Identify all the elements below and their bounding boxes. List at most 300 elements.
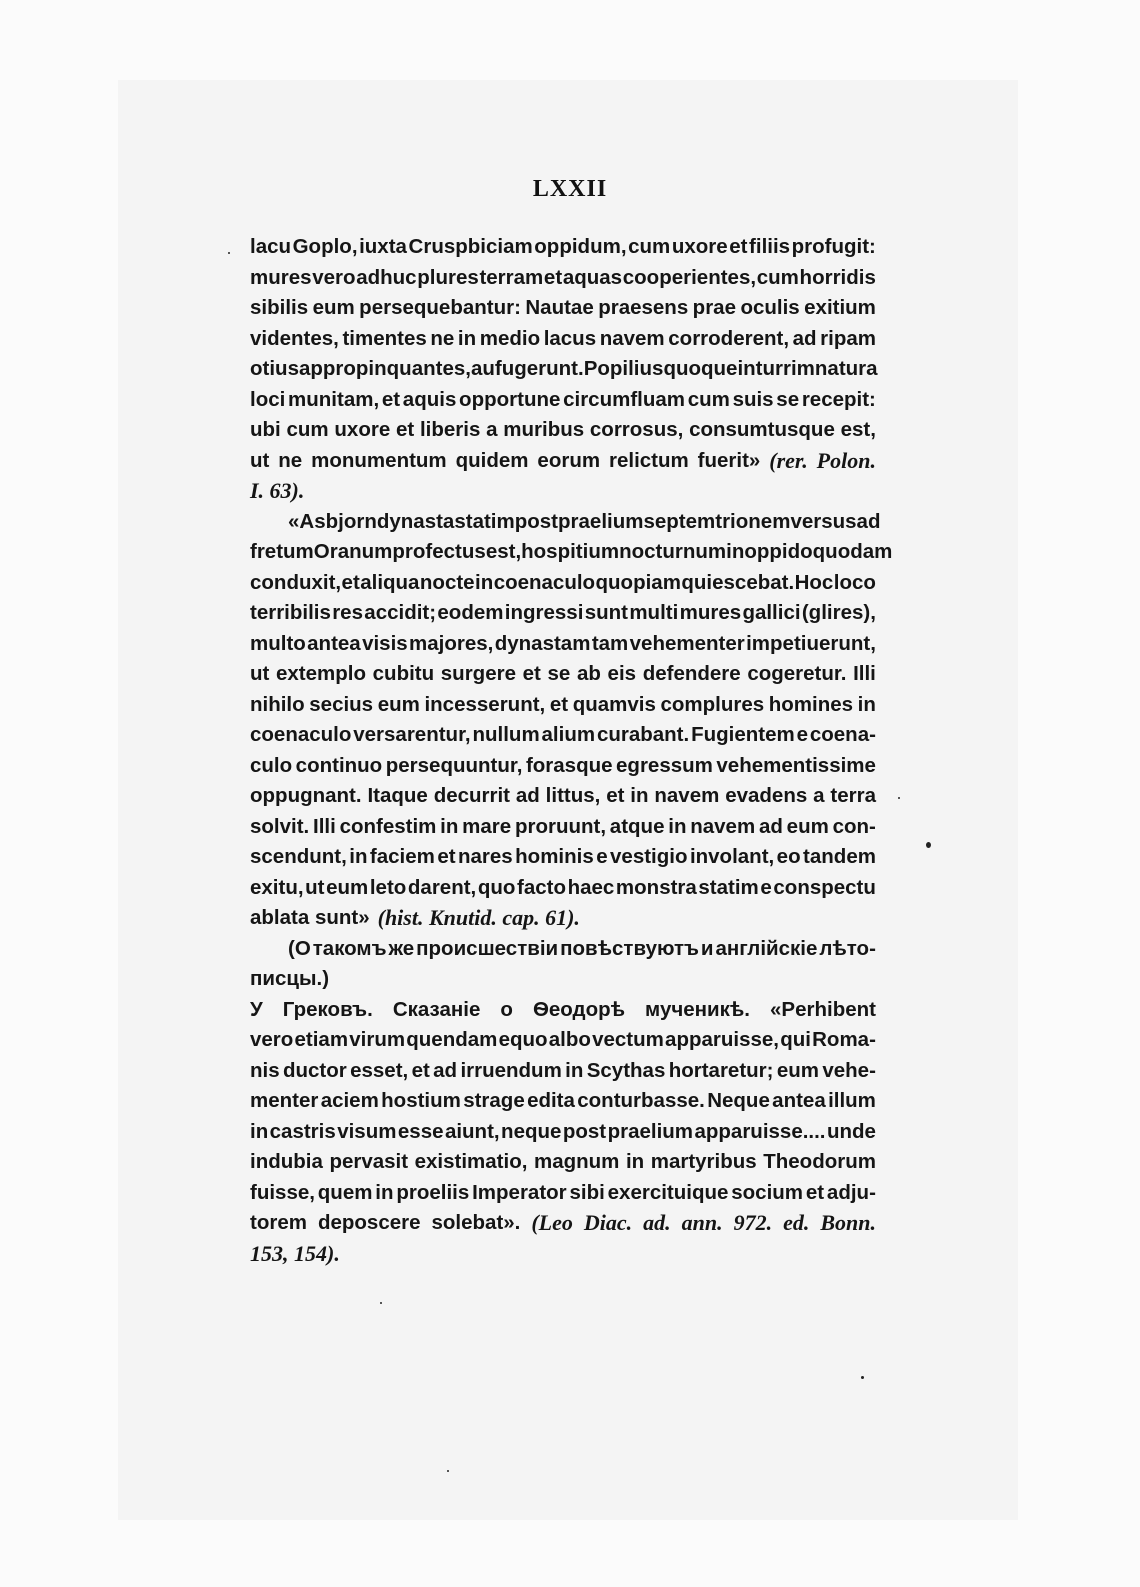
word: cubitu xyxy=(372,662,435,685)
word: surgere xyxy=(440,662,516,685)
word: navem xyxy=(599,326,665,350)
word: Hoc xyxy=(794,570,834,594)
word: liberis xyxy=(419,418,481,441)
word: profectus xyxy=(392,540,486,563)
word: praelium xyxy=(558,509,644,533)
word: quem xyxy=(317,1180,373,1204)
word: illum xyxy=(828,1089,876,1112)
page-number: LXXII xyxy=(532,176,608,202)
word: Popilius xyxy=(583,357,664,380)
word: quendam xyxy=(406,1028,498,1051)
word: ductor xyxy=(282,1058,347,1082)
word: haec xyxy=(567,875,615,899)
word: in xyxy=(349,845,368,868)
word: ne xyxy=(278,448,303,472)
word: vero xyxy=(312,265,356,289)
paragraph-2 xyxy=(250,507,893,934)
word: muribus xyxy=(503,418,585,441)
text-line xyxy=(250,1178,876,1209)
word: equo xyxy=(498,1028,548,1051)
word: vehementissime xyxy=(716,753,876,777)
word: in xyxy=(737,357,756,380)
word: aliqua xyxy=(360,570,420,594)
word: Грековъ. xyxy=(282,997,373,1021)
text-line xyxy=(250,964,876,995)
text-line xyxy=(250,568,876,599)
word: vectum xyxy=(592,1028,664,1051)
word: evadens xyxy=(725,784,808,807)
word: suis xyxy=(732,387,774,411)
word: exitium xyxy=(804,296,876,319)
word: in xyxy=(668,814,687,838)
word: Imperator xyxy=(472,1180,567,1204)
word: virum xyxy=(349,1028,406,1051)
word: conduxit, xyxy=(250,570,342,594)
paragraph-3 xyxy=(250,934,876,995)
sentence-end: ablata sunt» xyxy=(250,906,370,929)
word: est, xyxy=(840,418,876,441)
word: Fugientem xyxy=(691,723,795,746)
word: solvit. xyxy=(250,814,310,838)
word: praelium xyxy=(607,1119,694,1143)
word: otius xyxy=(250,357,299,380)
word: terra xyxy=(830,784,876,807)
word: torem xyxy=(250,1211,307,1234)
word: et xyxy=(805,1180,825,1204)
word: leto xyxy=(369,875,407,899)
word: mare xyxy=(462,814,512,838)
word: qui xyxy=(780,1028,811,1051)
word: vestigio xyxy=(610,845,688,868)
word: menter xyxy=(250,1089,319,1112)
word: adhuc xyxy=(356,265,417,289)
word: tam xyxy=(591,631,629,655)
word: turrim xyxy=(755,357,815,380)
word: praesens xyxy=(598,296,689,319)
word: exitu, xyxy=(250,875,304,899)
word: Neque xyxy=(707,1089,770,1112)
word: ingressi xyxy=(504,601,584,624)
text-line xyxy=(250,324,876,355)
word: multi xyxy=(629,601,679,624)
citation-word: Polon. xyxy=(816,447,876,473)
word: ad xyxy=(792,326,817,350)
word: versarentur, xyxy=(353,723,471,746)
word: coenaculo xyxy=(250,723,352,746)
text-line xyxy=(250,1056,876,1087)
word: pervasit xyxy=(329,1150,409,1173)
word: nocturnum xyxy=(619,540,727,563)
word: exercituique xyxy=(607,1180,729,1204)
word: apparuisse.... xyxy=(694,1119,826,1143)
word: dynasta xyxy=(376,509,455,533)
word: in xyxy=(630,784,649,807)
word: мученикѣ. xyxy=(645,997,750,1021)
word: ad xyxy=(515,784,540,807)
text-line xyxy=(250,1117,876,1148)
text-line xyxy=(250,812,876,843)
word: aiunt, xyxy=(444,1119,500,1143)
word: adju- xyxy=(826,1180,876,1204)
text-line xyxy=(250,1147,876,1178)
word: irruendum xyxy=(460,1058,562,1082)
word: ut xyxy=(250,448,270,472)
text-line xyxy=(250,873,876,904)
text-line xyxy=(250,537,893,568)
word: eorum xyxy=(537,448,601,472)
scan-speck xyxy=(898,797,900,799)
word: decurrit xyxy=(433,784,511,807)
word: corroderent, xyxy=(668,326,790,350)
word: vero xyxy=(250,1028,294,1051)
citation: I. 63). xyxy=(250,478,305,503)
word: ubi xyxy=(250,418,281,441)
word: et xyxy=(522,662,541,685)
word: eo xyxy=(776,845,801,868)
word: culo xyxy=(250,753,293,777)
word: solebat». xyxy=(431,1211,521,1234)
word: extemplo xyxy=(276,662,366,685)
word: accidit; xyxy=(364,601,437,624)
word: oppido xyxy=(744,540,813,563)
word: antea xyxy=(772,1089,826,1112)
word: persequebantur: xyxy=(359,296,521,319)
word: aquas xyxy=(562,265,623,289)
word: martyribus xyxy=(650,1150,757,1173)
word: plures xyxy=(417,265,479,289)
text-line xyxy=(250,720,876,751)
word: lacu xyxy=(250,235,292,258)
word: nullum xyxy=(472,723,540,746)
word: cum xyxy=(628,235,671,258)
word: ad xyxy=(433,1058,458,1082)
word: eum xyxy=(776,1058,819,1082)
citation-word: ann. xyxy=(681,1210,723,1235)
word: Illi xyxy=(313,814,336,838)
word: monumentum xyxy=(311,448,447,472)
citation-word: (Leo xyxy=(531,1210,573,1235)
word: statim xyxy=(454,509,515,533)
word: facto xyxy=(517,875,566,899)
word: aufugerunt. xyxy=(470,357,584,380)
word: videntes, xyxy=(250,326,339,350)
word: Сказаніе xyxy=(392,997,481,1021)
word: ab xyxy=(576,662,601,685)
word: «Asbjorn xyxy=(288,509,377,533)
word: edita xyxy=(527,1089,575,1112)
word: et xyxy=(549,692,569,716)
word: post xyxy=(562,1119,607,1143)
word: cum xyxy=(286,418,329,441)
word: defendere xyxy=(642,662,741,685)
word: iuxta xyxy=(359,235,407,258)
word: septemtrionem xyxy=(643,509,791,533)
word: sibilis xyxy=(250,296,309,319)
word: «Perhibent xyxy=(770,997,876,1021)
word: sibi xyxy=(569,1180,605,1204)
word: hospitium xyxy=(521,540,620,563)
word: involant, xyxy=(689,845,775,868)
word: hortaretur; xyxy=(668,1058,774,1082)
text-line xyxy=(250,629,876,660)
word: in xyxy=(250,1119,269,1143)
word: est, xyxy=(485,540,522,563)
word: indubia xyxy=(250,1150,323,1173)
word: terribilis xyxy=(250,601,331,624)
word: relictum xyxy=(609,448,689,472)
word: a xyxy=(813,784,825,807)
citation-word: Bonn. xyxy=(820,1210,876,1235)
text-line xyxy=(250,1239,876,1270)
word: о xyxy=(500,997,513,1021)
word: Oranum xyxy=(313,540,393,563)
word: se xyxy=(776,387,800,411)
citation-word: ed. xyxy=(783,1210,810,1235)
word: quodam xyxy=(812,540,893,563)
word: munitam, xyxy=(288,387,380,411)
word: lacus xyxy=(543,326,597,350)
word: persequuntur, xyxy=(385,753,523,777)
text-line xyxy=(250,903,876,934)
word: hominis xyxy=(515,845,594,868)
word: egressum xyxy=(616,753,713,777)
text-line xyxy=(250,751,876,782)
word: et xyxy=(437,845,456,868)
word: nihilo xyxy=(250,692,305,716)
word: quoque xyxy=(663,357,738,380)
word: a xyxy=(486,418,498,441)
word: vehementer xyxy=(629,631,745,655)
word: mures xyxy=(679,601,742,624)
word: secius xyxy=(309,692,374,716)
text-line xyxy=(250,446,876,477)
word: coenaculo xyxy=(493,570,596,594)
word: У xyxy=(250,997,263,1021)
word: darent, xyxy=(407,875,477,899)
word: statim xyxy=(698,875,759,899)
word: recepit: xyxy=(801,387,876,411)
word: res xyxy=(332,601,363,624)
word: visis xyxy=(362,631,408,655)
word: eum xyxy=(312,296,355,319)
word: et xyxy=(381,387,401,411)
word: eum xyxy=(786,814,829,838)
word: navem xyxy=(690,814,756,838)
word: mures xyxy=(250,265,312,289)
word: повѣствуютъ xyxy=(560,936,699,960)
word: filiis xyxy=(749,235,791,258)
word: majores, xyxy=(409,631,494,655)
word: gallici xyxy=(742,601,801,624)
text-line xyxy=(250,1086,876,1117)
word: faciem xyxy=(369,845,435,868)
word: ut xyxy=(250,662,270,685)
word: писцы.) xyxy=(250,967,330,990)
word: conturbasse. xyxy=(577,1089,705,1112)
word: Nautae xyxy=(525,296,594,319)
word: curabant. xyxy=(596,723,690,746)
word: alium xyxy=(541,723,596,746)
word: ad xyxy=(758,814,783,838)
text-line xyxy=(250,1208,876,1239)
word: navem xyxy=(654,784,720,807)
word: Cruspbiciam xyxy=(408,235,533,258)
word: medio xyxy=(479,326,541,350)
word: castris xyxy=(269,1119,336,1143)
word: nares xyxy=(458,845,513,868)
word: ne xyxy=(430,326,455,350)
word: eum xyxy=(377,692,420,716)
text-line xyxy=(250,415,876,446)
word: proruunt, xyxy=(514,814,607,838)
word: loco xyxy=(833,570,876,594)
citation-word: Diac. xyxy=(583,1210,633,1235)
word: scendunt, xyxy=(250,845,347,868)
text-line xyxy=(250,354,876,385)
word: nocte xyxy=(419,570,475,594)
word: et xyxy=(411,1058,430,1082)
word: in xyxy=(857,692,876,716)
word: horridis xyxy=(799,265,876,289)
word: лѣто- xyxy=(819,936,876,960)
text-line xyxy=(250,263,876,294)
word: homines xyxy=(768,692,854,716)
text-line xyxy=(250,781,876,812)
citation: 153, 154). xyxy=(250,1240,340,1266)
word: quidem xyxy=(455,448,529,472)
scan-speck xyxy=(228,252,230,254)
citation-word: (rer. xyxy=(769,447,808,473)
text-line xyxy=(250,690,876,721)
word: etiam xyxy=(294,1028,349,1051)
word: et xyxy=(341,570,360,594)
word: aquis xyxy=(402,387,457,411)
word: aciem xyxy=(320,1089,379,1112)
body-text xyxy=(250,232,893,1269)
word: esset, xyxy=(350,1058,409,1082)
word: circumfluam xyxy=(563,387,685,411)
text-line xyxy=(250,995,876,1026)
word: timentes xyxy=(342,326,427,350)
word: antea xyxy=(307,631,361,655)
text-line xyxy=(250,232,876,263)
word: in xyxy=(565,1058,584,1082)
citation: (hist. Knutid. cap. 61). xyxy=(377,905,580,930)
citation-word: ad. xyxy=(643,1210,671,1235)
word: ad xyxy=(856,509,881,533)
word: opportune xyxy=(459,387,561,411)
word: quo xyxy=(477,875,516,899)
word: fuerit» xyxy=(697,448,761,472)
word: Theodorum xyxy=(763,1150,876,1173)
citation-word: 972. xyxy=(733,1210,773,1235)
scan-speck xyxy=(447,1470,449,1472)
word: apparuisse, xyxy=(665,1028,779,1051)
word: neque xyxy=(501,1119,562,1143)
word: continuo xyxy=(295,753,383,777)
word: post xyxy=(514,509,559,533)
word: loci xyxy=(250,387,286,411)
word: Illi xyxy=(853,662,876,685)
word: cum xyxy=(756,265,799,289)
word: (glires), xyxy=(801,601,876,624)
word: ut xyxy=(305,875,325,899)
word: ripam xyxy=(820,326,876,350)
word: quiescebat. xyxy=(681,570,795,594)
word: existimatio, xyxy=(414,1150,528,1173)
word: in xyxy=(726,540,745,563)
word: et xyxy=(395,418,415,441)
word: confestim xyxy=(339,814,437,838)
word: corrosus, xyxy=(589,418,684,441)
word: (О xyxy=(288,936,311,960)
word: e xyxy=(796,723,808,746)
word: et xyxy=(606,784,625,807)
word: uxore xyxy=(671,235,728,258)
paragraph-4 xyxy=(250,995,876,1270)
word: proeliis xyxy=(396,1180,470,1204)
word: nis xyxy=(250,1058,280,1082)
word: appropinquantes, xyxy=(298,357,471,380)
word: deposcere xyxy=(317,1211,421,1234)
word: Roma- xyxy=(812,1028,876,1051)
word: unde xyxy=(826,1119,876,1143)
word: terram xyxy=(479,265,544,289)
word: cooperientes, xyxy=(622,265,757,289)
word: esse xyxy=(397,1119,444,1143)
word: complures xyxy=(660,692,765,716)
word: coena- xyxy=(809,723,876,746)
word: natura xyxy=(814,357,878,380)
word: et xyxy=(543,265,563,289)
word: Scythas xyxy=(586,1058,666,1082)
word: происшествіи xyxy=(416,936,559,960)
word: eum xyxy=(326,875,369,899)
text-line xyxy=(250,659,876,690)
word: consumtusque xyxy=(689,418,835,441)
scan-speck xyxy=(926,842,931,848)
word: et xyxy=(729,235,748,258)
word: magnum xyxy=(533,1150,620,1173)
word: monstra xyxy=(615,875,697,899)
text-line xyxy=(250,934,876,965)
text-line xyxy=(250,507,881,538)
word: vehe- xyxy=(822,1058,876,1082)
word: fretum xyxy=(250,540,314,563)
word: oculis xyxy=(740,296,800,319)
word: sunt xyxy=(584,601,628,624)
word: in xyxy=(625,1150,645,1173)
word: profugit: xyxy=(791,235,876,258)
word: dynastam xyxy=(494,631,591,655)
word: cum xyxy=(687,387,730,411)
word: oppugnant. xyxy=(250,784,362,807)
word: cogeretur. xyxy=(747,662,847,685)
word: oppidum, xyxy=(534,235,627,258)
word: tandem xyxy=(803,845,876,868)
text-line xyxy=(250,293,876,324)
word: littus, xyxy=(545,784,601,807)
word: англійскіе xyxy=(715,936,818,960)
word: forasque xyxy=(525,753,613,777)
word: se xyxy=(547,662,571,685)
word: e xyxy=(596,845,608,868)
word: incesserunt, xyxy=(424,692,546,716)
text-line xyxy=(250,1025,876,1056)
word: quamvis xyxy=(572,692,656,716)
word: atque xyxy=(609,814,665,838)
word: con- xyxy=(832,814,876,838)
